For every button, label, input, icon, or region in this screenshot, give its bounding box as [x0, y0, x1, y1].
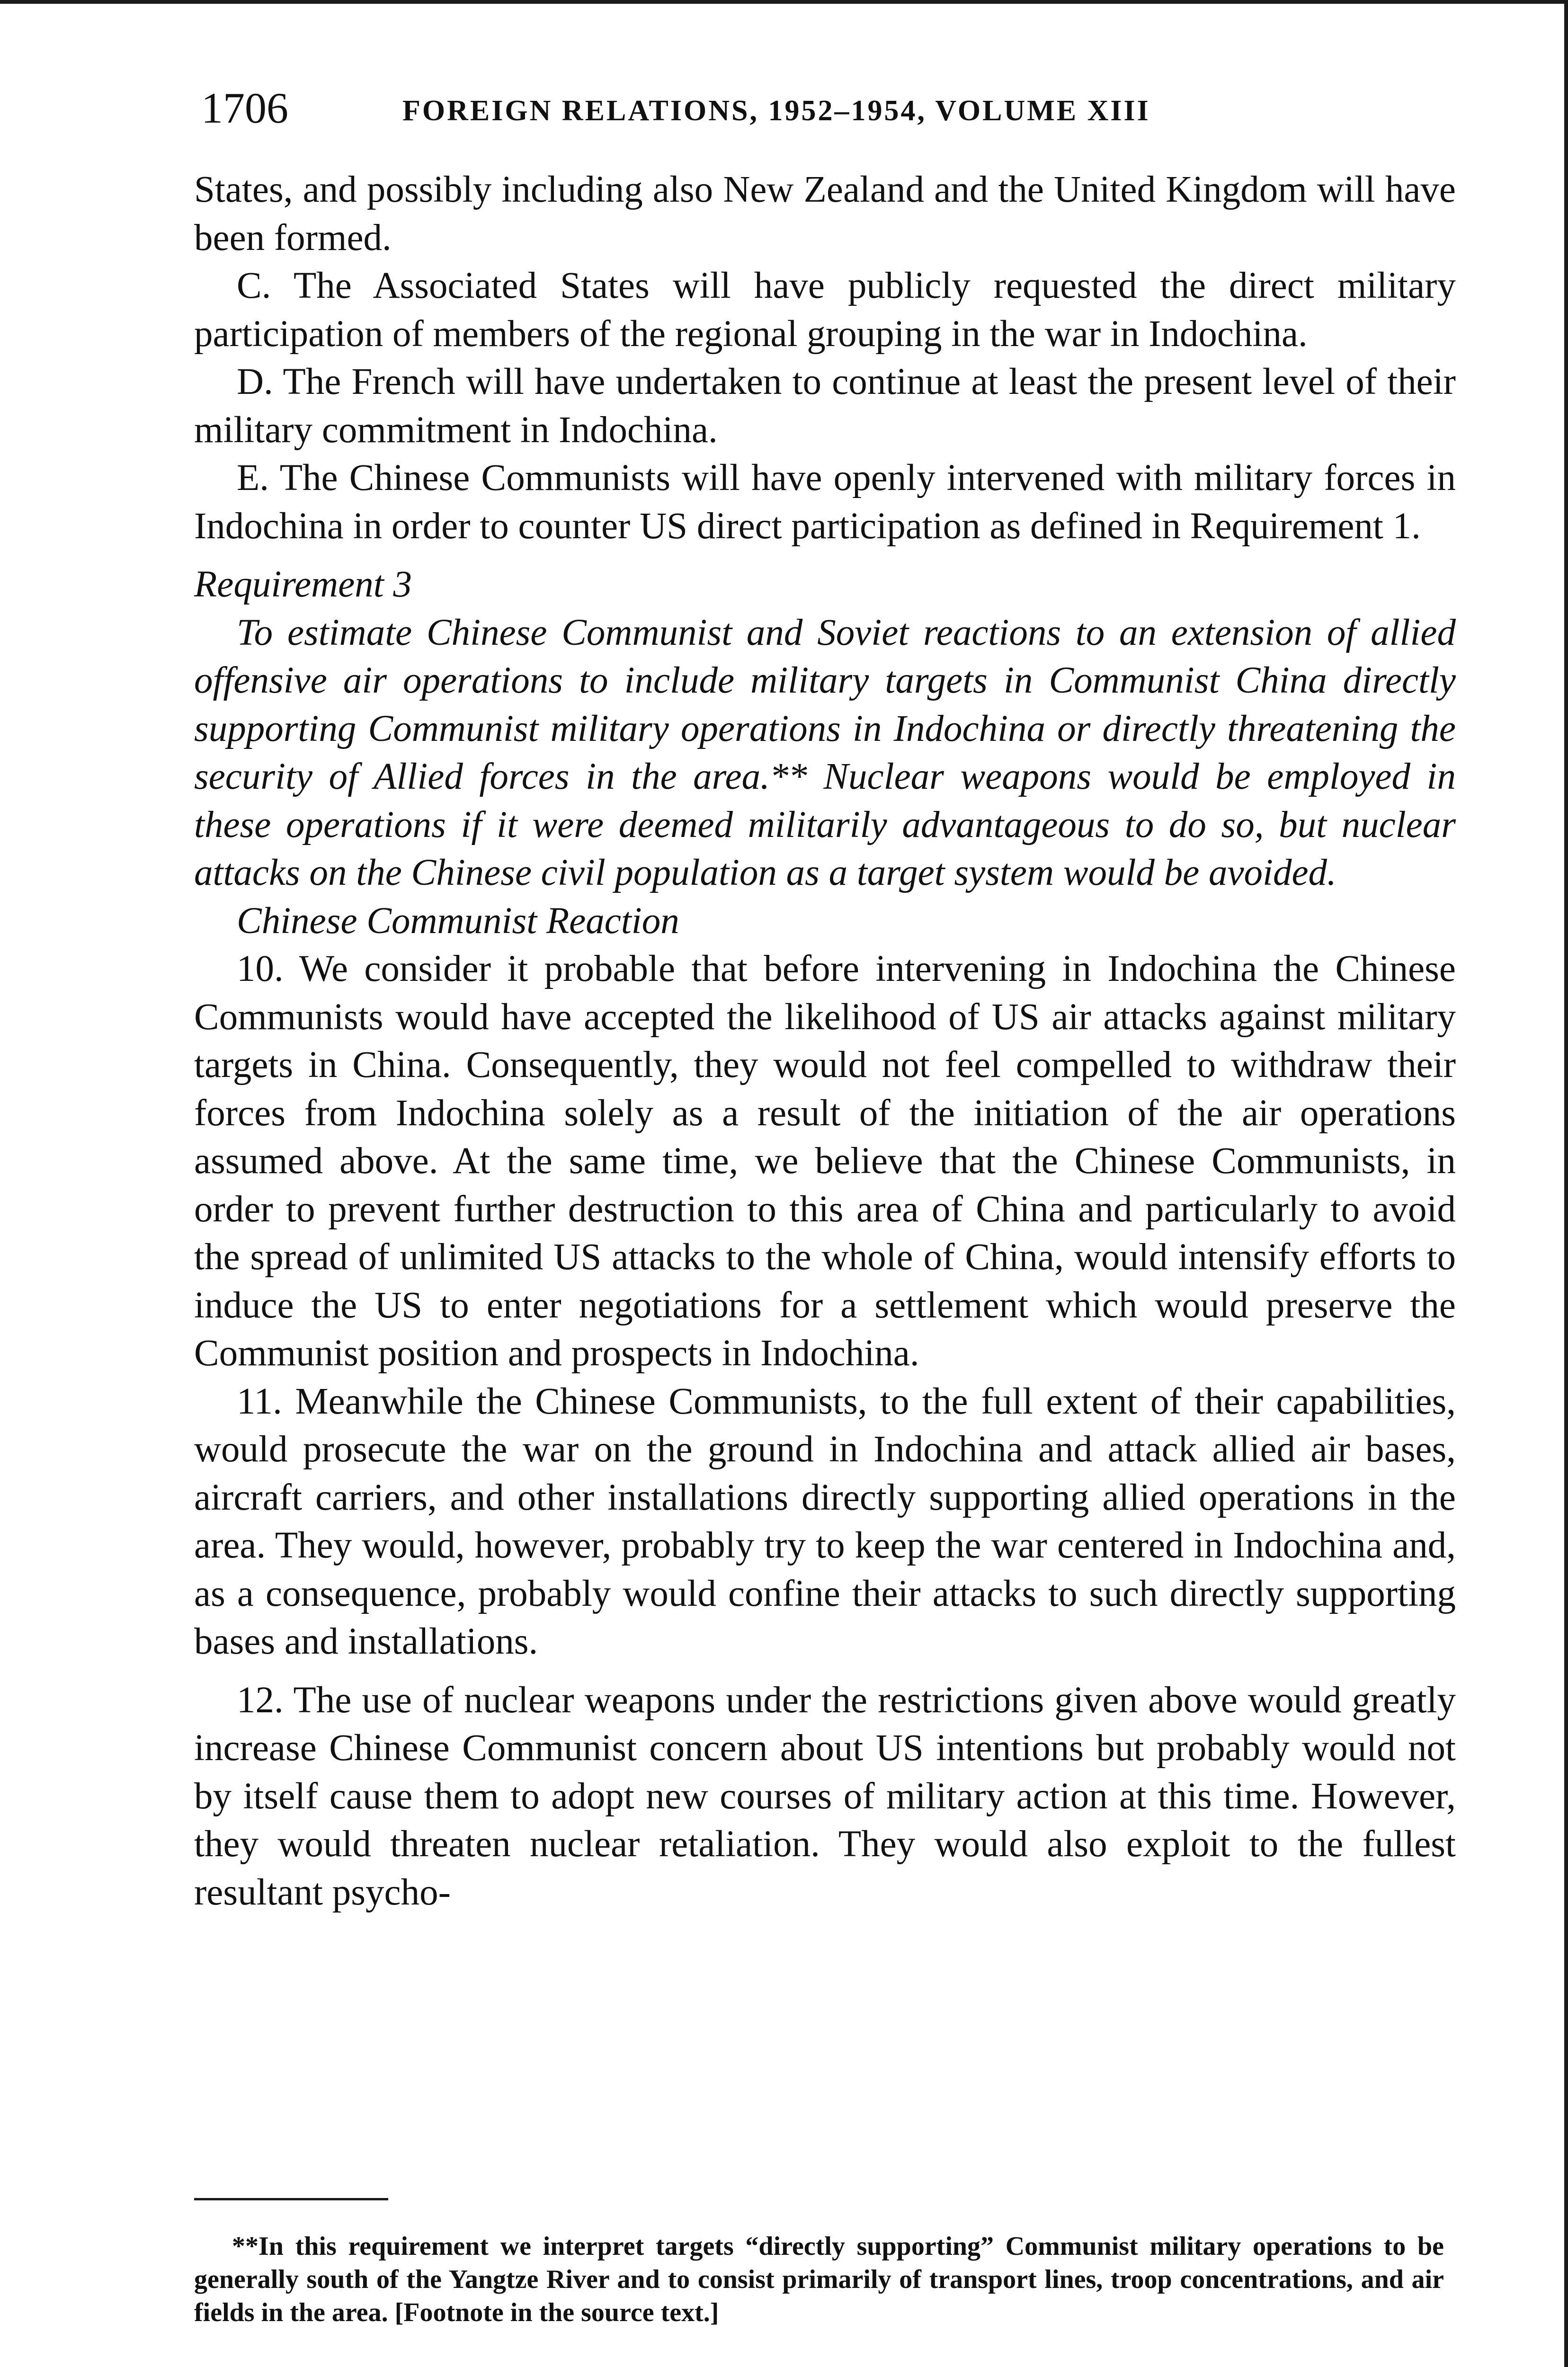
paragraph-continuation: States, and possibly including also New Zealand and the United Kingdom will have been formed. — [194, 169, 1456, 258]
right-scan-border — [1564, 0, 1568, 2367]
body-text — [194, 166, 1456, 1916]
paragraph-c: C. The Associated States will have publicly requested the direct military participation of members of the regional grouping in the war in Indochina. — [194, 265, 1456, 355]
paragraph-e: E. The Chinese Communists will have openly intervened with military forces in Indochina in order to counter US direct participation as defined in Requirement 1. — [194, 457, 1456, 547]
footnote: **In this requirement we interpret targets “directly supporting” Communist military operations to be generally south of the Yangtze River and to consist primarily of transport lines, troop concentrations, and air fields in the area. [Footnote in the source text.] — [194, 2232, 1444, 2327]
page-header — [201, 80, 1451, 136]
top-scan-border — [0, 0, 1568, 4]
paragraph-10: 10. We consider it probable that before intervening in Indochina the Chinese Communists would have accepted the likelihood of US air attacks against military targets in China. Consequently, they would not feel compelled to withdraw their forces from Indochina solely as a result of the initiation of the air operations assumed above. At the same time, we believe that the Chinese Communists, in order to prevent further destruction to this area of China and particularly to avoid the spread of unlimited US attacks to the whole of China, would intensify efforts to induce the US to enter negotiations for a settlement which would preserve the Communist position and prospects in Indochina. — [194, 948, 1456, 1374]
paragraph-d: D. The French will have undertaken to continue at least the present level of their military commitment in Indochina. — [194, 361, 1456, 451]
paragraph-11: 11. Meanwhile the Chinese Communists, to the full extent of their capabilities, would prosecute the war on the ground in Indochina and attack allied air bases, aircraft carriers, and other installations directly supporting allied operations in the area. They would, however, probably try to keep the war centered in Indochina and, as a consequence, probably would confine their attacks to such directly supporting bases and installations. — [194, 1380, 1456, 1662]
page-number: 1706 — [201, 84, 288, 132]
paragraph-12: 12. The use of nuclear weapons under the restrictions given above would greatly increase Chinese Communist concern about US intentions but probably would not by itself cause them to adopt new courses of military action at this time. However, they would threaten nuclear retaliation. They would also exploit to the fullest resultant psycho- — [194, 1679, 1456, 1913]
requirement-3-text: To estimate Chinese Communist and Soviet reactions to an extension of allied offensive air operations to include military targets in Communist China directly supporting Communist military operations in Indochina or directly threatening the security of Allied forces in the area.** Nuclear weapons would be employed in these operations if it were deemed militarily advantageous to do so, but nuclear attacks on the Chinese civil population as a target system would be avoided. — [194, 612, 1456, 893]
requirement-3-heading: Requirement 3 — [194, 564, 412, 605]
section-subheading: Chinese Communist Reaction — [237, 900, 679, 942]
running-head: FOREIGN RELATIONS, 1952–1954, VOLUME XIII — [402, 95, 1150, 127]
footnote-divider — [194, 2198, 388, 2200]
